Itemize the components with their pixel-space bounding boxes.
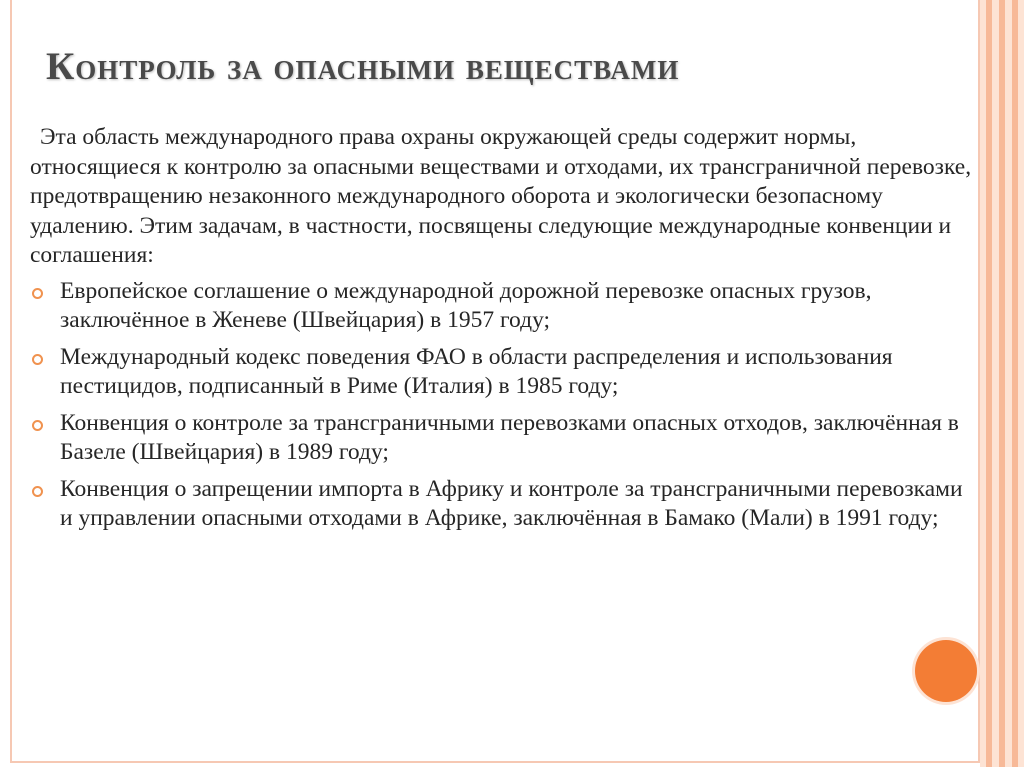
circle-bullet-icon: [32, 288, 43, 299]
slide-body: [30, 123, 975, 541]
circle-bullet-icon: [32, 486, 43, 497]
circle-bullet-icon: [32, 420, 43, 431]
stripe: [1005, 0, 1012, 767]
list-item: [30, 409, 975, 468]
stripe: [1018, 0, 1024, 767]
stripe: [992, 0, 999, 767]
slide-title: Контроль за опасными веществами: [46, 45, 680, 88]
list-item: [30, 343, 975, 402]
decorative-stripes: [980, 0, 1024, 767]
decorative-circle-icon: [915, 640, 977, 702]
circle-bullet-icon: [32, 354, 43, 365]
list-item-text: Международный кодекс поведения ФАО в области распределения и использования пестицидов, подписанный в Риме (Италия) в 1985 году;: [60, 343, 893, 399]
list-item-text: Конвенция о запрещении импорта в Африку и контроле за трансграничными перевозками и управлении опасными отходами в Африке, заключённая в Бамако (Мали) в 1991 году;: [60, 475, 963, 531]
list-item-text: Европейское соглашение о международной дорожной перевозке опасных грузов, заключённое в Женеве (Швейцария) в 1957 году;: [60, 277, 872, 333]
list-item-text: Конвенция о контроле за трансграничными перевозками опасных отходов, заключённая в Базеле (Швейцария) в 1989 году;: [60, 409, 959, 465]
bullet-list: [30, 277, 975, 534]
intro-paragraph: Эта область международного права охраны окружающей среды содержит нормы, относящиеся к контролю за опасными веществами и отходами, их трансграничной перевозке, предотвращению незаконного международного оборота и экологически безопасному удалению. Этим задачам, в частности, посвящены следующие международные конвенции и соглашения:: [30, 124, 972, 268]
list-item: [30, 475, 975, 534]
list-item: [30, 277, 975, 336]
